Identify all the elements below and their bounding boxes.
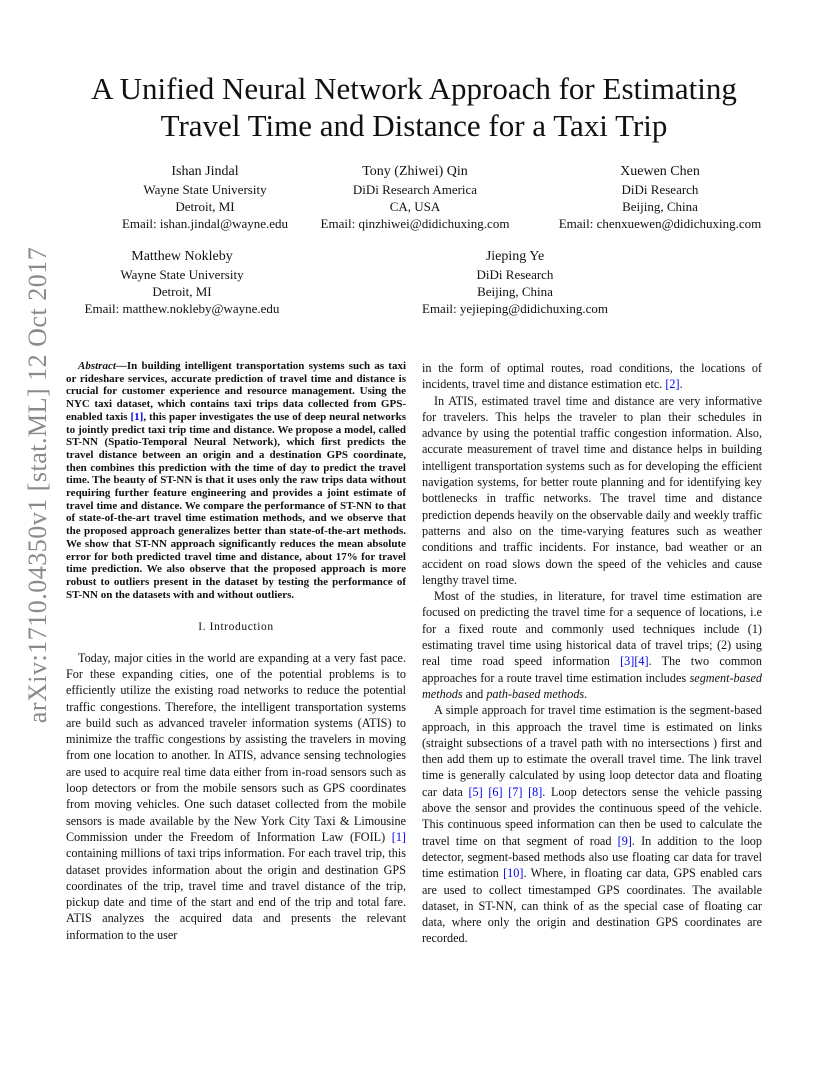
author-name: Ishan Jindal: [171, 164, 239, 179]
paragraph-text: in the form of optimal routes, road conditions, the locations of incidents, travel time and distance estimation etc.: [422, 361, 762, 392]
abstract: [66, 360, 406, 601]
citation-link[interactable]: [5] [6] [7] [8]: [468, 784, 543, 799]
author-email: Email: qinzhiwei@didichuxing.com: [320, 216, 510, 231]
author-name: Tony (Zhiwei) Qin: [362, 164, 468, 179]
paragraph-text: . Loop detectors sense the vehicle passing above the sensor and provides the continuous speed of the vehicle. This continuous speed information can then be used to calculate the travel time on that segment of road: [422, 784, 762, 848]
left-column: [66, 360, 406, 943]
intro-paragraph-1-continued: [422, 360, 762, 393]
author-affiliation: DiDi Research America: [352, 182, 478, 197]
author-location: CA, USA: [389, 199, 441, 214]
citation-link[interactable]: [3][4]: [620, 654, 649, 669]
abstract-text-2: , this paper investigates the use of deep neural networks to jointly predict taxi trip time and distance. We propose a model, called ST-NN (Spatio-Temporal Neural Network), which first predicts the travel distance between an origin and a destination GPS coordinate, then combines this prediction with the time of day to predict the travel time. The beauty of ST-NN is that it uses only the raw trips data without requiring further feature engineering and provides a joint estimate of travel time and distance. We compare the performance of ST-NN to that of state-of-the-art travel time estimation methods, and we observe that the proposed approach generalizes better than state-of-the-art methods. We show that ST-NN approach significantly reduces the mean absolute error for both predicted travel time and distance, about 17% for travel time prediction. We also observe that the proposed approach is more robust to outliers present in the dataset by testing the performance of ST-NN on the datasets with and without outliers.: [66, 410, 406, 601]
citation-link[interactable]: [10]: [503, 866, 524, 881]
author-email: Email: matthew.nokleby@wayne.edu: [84, 301, 280, 316]
abstract-text-1: —In building intelligent transportation systems such as taxi or rideshare services, accurate prediction of travel time and distance is crucial for customer experience and resource management. Using the NYC taxi dataset, which contains taxi trips data collected from GPS-enabled taxis: [66, 360, 406, 423]
paragraph-text: .: [584, 686, 588, 701]
author-location: Beijing, China: [477, 284, 553, 299]
author-name: Jieping Ye: [485, 249, 545, 264]
paragraph-text: and: [462, 686, 487, 701]
intro-paragraph-2: In ATIS, estimated travel time and distance are very informative for travelers. This helps the traveler to plan their schedules in advance by using the potential traffic congestion information. Also, accurate measurement of travel time and distance helps in building intelligent transportation systems such as for developing the efficient navigation systems, for better route planning and for identifying key bottlenecks in traffic networks. The travel time and distance prediction depends heavily on the observable daily and weekly traffic patterns and also on the time-varying features such as weather conditions and traffic incidents. For instance, bad weather or an accident on road slows down the speed of the vehicles and cause lengthy travel time.: [422, 393, 762, 587]
intro-paragraph-4: [422, 702, 762, 946]
author-email: Email: yejieping@didichuxing.com: [422, 301, 608, 316]
emphasis-text: segment-based methods: [422, 670, 762, 701]
paragraph-text: .: [679, 377, 683, 392]
author-block-3: [545, 163, 775, 232]
emphasis-text: path-based methods: [486, 686, 585, 701]
author-location: Beijing, China: [622, 199, 698, 214]
section-heading: I. Introduction: [198, 621, 274, 634]
author-block-4: [62, 248, 302, 317]
author-location: Detroit, MI: [152, 284, 212, 299]
citation-link[interactable]: [9]: [617, 833, 632, 848]
author-block-5: [405, 248, 625, 317]
paragraph-text: . Where, in floating car data, GPS enabled cars are used to collect timestamped GPS coordinates. The available dataset, in ST-NN, can think of as the special case of floating car data, where only the origin and destination GPS coordinates are recorded.: [422, 866, 762, 946]
intro-paragraph-3: [422, 588, 762, 702]
citation-link[interactable]: [2]: [665, 377, 680, 392]
right-column: [422, 360, 762, 947]
abstract-label: Abstract: [78, 360, 116, 372]
intro-paragraph-1: [66, 650, 406, 943]
paper-title: A Unified Neural Network Approach for Estimating Travel Time and Distance for a Taxi Trip: [91, 71, 737, 143]
author-email: Email: ishan.jindal@wayne.edu: [121, 216, 289, 231]
citation-link[interactable]: [1]: [391, 829, 406, 844]
author-block-2: [300, 163, 530, 232]
author-affiliation: Wayne State University: [143, 182, 267, 197]
paragraph-text: . The two common approaches for a route travel time estimation includes: [422, 654, 762, 685]
paragraph-text: Most of the studies, in literature, for travel time estimation are focused on predicting the travel time for a sequence of locations, i.e for a fixed route and commonly used techniques include (1) estimating travel time using historical data of travel trips; (2) using real time road speed information: [422, 589, 762, 669]
arxiv-identifier-stamp: [2, 246, 74, 724]
paragraph-text: . In addition to the loop detector, segment-based methods also use floating car data for travel time estimation: [422, 833, 762, 881]
paragraph-text: Today, major cities in the world are expanding at a very fast pace. For these expanding cities, one of the potential problems is to efficiently utilize the existing road networks to reduce the potential traffic congestions. Therefore, the intelligent transportation systems are build such as advanced traveler information systems (ATIS) to minimize the traffic congestions by assisting the travelers in moving from one location to another. In ATIS, advance sensing technologies are used to acquire real time data either from in-road sensors such as loop detectors or from the mobile sensors such as GPS coordinates from moving vehicles. One such dataset collected from the mobile sensors is made available by the New York City Taxi & Limousine Commission under the Freedom of Information Law (FOIL): [66, 650, 406, 844]
author-name: Xuewen Chen: [620, 164, 700, 179]
arxiv-identifier-text: arXiv:1710.04350v1 [stat.ML] 12 Oct 2017: [23, 246, 53, 724]
author-block-1: [100, 163, 310, 232]
citation-link[interactable]: [1]: [130, 410, 144, 423]
author-email: Email: chenxuewen@didichuxing.com: [558, 216, 762, 231]
author-affiliation: DiDi Research: [621, 182, 699, 197]
author-affiliation: Wayne State University: [120, 267, 244, 282]
author-affiliation: DiDi Research: [476, 267, 554, 282]
paragraph-text: containing millions of taxi trips information. For each travel trip, this dataset provides information about the origin and destination GPS coordinates of the trip, travel time and travel distance of the trip, pickup date and time of the start and end of the trip and total fare. ATIS analyzes the acquired data and presents the relevant information to the user: [66, 846, 406, 942]
paragraph-text: A simple approach for travel time estimation is the segment-based approach, in this approach the travel time is estimated on links (straight subsections of a travel path with no intersections ) first and then add them up to estimate the overall travel time. The link travel time is generally calculated by using loop detector data and floating car data: [422, 703, 762, 799]
author-location: Detroit, MI: [175, 199, 235, 214]
author-name: Matthew Nokleby: [131, 249, 233, 264]
